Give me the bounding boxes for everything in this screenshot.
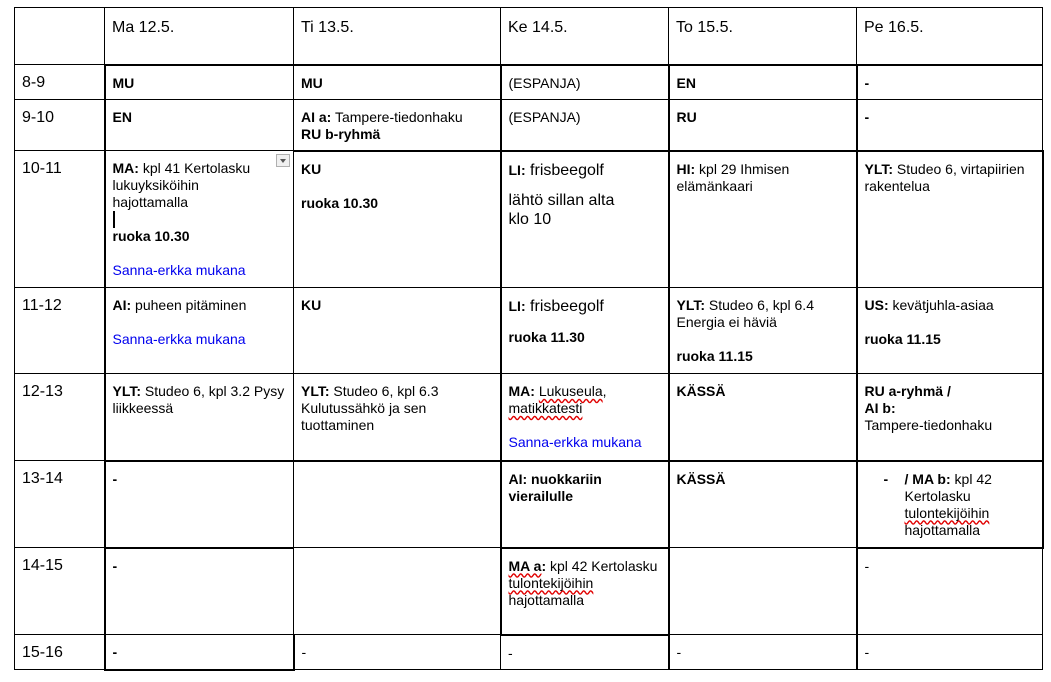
lesson-word: tulontekijöihin	[904, 504, 990, 521]
note-text: Sanna-erkka mukana	[112, 262, 246, 278]
cell-fri[interactable]	[857, 374, 1043, 461]
cell-fri[interactable]: -	[857, 635, 1043, 670]
lesson-text: Studeo 6, kpl 3.2 Pysy liikkeessä	[112, 383, 285, 416]
lesson-text: Tampere-tiedonhaku	[331, 109, 463, 125]
subject-label: AI b:	[864, 400, 896, 416]
cell-fri[interactable]: -	[857, 548, 1043, 635]
lunch-text: ruoka 11.15	[676, 348, 753, 364]
cell-mon[interactable]	[105, 151, 294, 288]
row-15-16	[15, 635, 1043, 670]
time-cell: 9-10	[15, 100, 105, 151]
subject-label: MA:	[508, 383, 535, 399]
subject-label: LI:	[508, 161, 526, 178]
cell-mon[interactable]	[105, 374, 294, 461]
cell-mon[interactable]: EN	[105, 100, 294, 151]
cell-wed[interactable]	[501, 288, 669, 374]
group-text: RU a-ryhmä /	[864, 383, 951, 399]
time-cell: 8-9	[15, 65, 105, 100]
cell-mon[interactable]: -	[105, 461, 294, 548]
cell-thu[interactable]: KÄSSÄ	[669, 374, 857, 461]
row-11-12	[15, 288, 1043, 374]
cell-tue[interactable]	[294, 461, 501, 548]
note-text: Sanna-erkka mukana	[508, 434, 642, 450]
subject-label: AI:	[112, 297, 132, 313]
subject-label: YLT:	[864, 160, 894, 177]
cell-tue[interactable]: KU	[294, 288, 501, 374]
subject-label: LI:	[508, 298, 526, 314]
cell-wed[interactable]	[501, 548, 669, 635]
time-cell: 11-12	[15, 288, 105, 374]
lesson-text: Studeo 6, virtapiirien rakentelua	[864, 160, 1025, 194]
cell-wed[interactable]: (ESPANJA)	[501, 100, 669, 151]
subject-label: YLT:	[301, 383, 330, 399]
cell-fri[interactable]: -	[857, 100, 1043, 151]
cell-thu[interactable]: -	[669, 635, 857, 670]
cell-wed[interactable]: (ESPANJA)	[501, 65, 669, 100]
lesson-text: kpl 42 Kertolasku	[904, 470, 992, 504]
text-cursor	[113, 211, 115, 228]
subject-label: / MA b:	[904, 470, 951, 487]
dropdown-toggle-icon[interactable]	[276, 154, 290, 167]
cell-fri[interactable]	[857, 151, 1043, 288]
time-cell: 13-14	[15, 461, 105, 548]
cell-thu[interactable]: RU	[669, 100, 857, 151]
cell-mon[interactable]: -	[105, 635, 294, 670]
subject-label: MA a	[508, 557, 542, 574]
cell-tue[interactable]	[294, 374, 501, 461]
cell-tue[interactable]	[294, 548, 501, 635]
lesson-text: kpl 41 Kertolasku lukuyksiköihin hajottamalla	[112, 160, 251, 210]
lesson-text: frisbeegolf	[525, 298, 604, 315]
lesson-text: kevätjuhla-asiaa	[888, 297, 994, 313]
lesson-text: hajottamalla	[904, 521, 980, 538]
subject-label: US:	[864, 297, 889, 313]
schedule-table	[14, 7, 1044, 671]
subject-label: HI:	[676, 160, 696, 177]
bullet-icon: -	[883, 470, 889, 487]
cell-wed[interactable]	[501, 461, 669, 548]
comma-text: ,	[602, 383, 607, 399]
time-text: klo 10	[508, 210, 552, 228]
row-9-10	[15, 100, 1043, 151]
cell-thu[interactable]	[669, 288, 857, 374]
cell-wed[interactable]	[501, 151, 669, 288]
cell-tue[interactable]: MU	[294, 65, 501, 100]
lesson-word: Lukuseula	[538, 383, 603, 399]
subject-label: YLT:	[112, 383, 142, 399]
cell-thu[interactable]	[669, 151, 857, 288]
day-header-wed: Ke 14.5.	[501, 8, 669, 65]
subject-label: KU	[301, 160, 322, 177]
row-10-11	[15, 151, 1043, 288]
cell-fri[interactable]: -	[857, 65, 1043, 100]
cell-thu[interactable]: KÄSSÄ	[669, 461, 857, 548]
cell-wed[interactable]: -	[501, 635, 669, 670]
cell-mon[interactable]	[105, 288, 294, 374]
lunch-text: ruoka 10.30	[301, 194, 379, 211]
lunch-text: ruoka 11.15	[864, 331, 941, 347]
lesson-text: kpl 42 Kertolasku	[546, 557, 658, 574]
row-8-9	[15, 65, 1043, 100]
time-cell: 10-11	[15, 151, 105, 288]
cell-tue[interactable]: -	[294, 635, 501, 670]
day-header-tue: Ti 13.5.	[294, 8, 501, 65]
time-cell: 14-15	[15, 548, 105, 635]
cell-mon[interactable]: -	[105, 548, 294, 635]
header-row	[15, 8, 1043, 65]
lunch-text: ruoka 11.30	[508, 329, 585, 345]
lesson-text: kpl 29 Ihmisen elämänkaari	[676, 160, 790, 194]
day-header-thu: To 15.5.	[669, 8, 857, 65]
cell-fri[interactable]	[857, 288, 1043, 374]
lesson-text: puheen pitäminen	[131, 297, 247, 313]
day-header-mon: Ma 12.5.	[105, 8, 294, 65]
lesson-text: Tampere-tiedonhaku	[864, 417, 993, 433]
time-cell: 12-13	[15, 374, 105, 461]
lesson-word: matikkatesti	[508, 400, 583, 416]
group-text: RU b-ryhmä	[301, 126, 381, 142]
day-header-fri: Pe 16.5.	[857, 8, 1043, 65]
lesson-text: Studeo 6, kpl 6.3 Kulutussähkö ja sen tuottaminen	[301, 383, 439, 433]
time-cell: 15-16	[15, 635, 105, 670]
row-13-14	[15, 461, 1043, 548]
cell-thu[interactable]	[669, 548, 857, 635]
cell-tue[interactable]	[294, 100, 501, 151]
cell-tue[interactable]	[294, 151, 501, 288]
colon-text: :	[541, 557, 547, 574]
lunch-text: ruoka 10.30	[112, 228, 190, 244]
corner-cell	[15, 8, 105, 65]
subject-label: YLT:	[676, 297, 706, 313]
lesson-text: AI: nuokkariin	[508, 470, 602, 487]
cell-fri[interactable]	[857, 461, 1043, 548]
row-14-15	[15, 548, 1043, 635]
row-12-13	[15, 374, 1043, 461]
note-text: Sanna-erkka mukana	[112, 331, 246, 347]
subject-label: MA:	[112, 160, 139, 176]
cell-thu[interactable]: EN	[669, 65, 857, 100]
lesson-text: Studeo 6, kpl 6.4 Energia ei häviä	[676, 297, 814, 330]
departure-text: lähtö sillan alta	[508, 191, 615, 209]
lesson-text: frisbeegolf	[525, 161, 604, 179]
lesson-text: hajottamalla	[508, 591, 584, 608]
lesson-word: tulontekijöihin	[508, 574, 594, 591]
lesson-text: vierailulle	[508, 487, 574, 504]
cell-mon[interactable]: MU	[105, 65, 294, 100]
cell-wed[interactable]	[501, 374, 669, 461]
subject-label: AI a:	[301, 109, 332, 125]
